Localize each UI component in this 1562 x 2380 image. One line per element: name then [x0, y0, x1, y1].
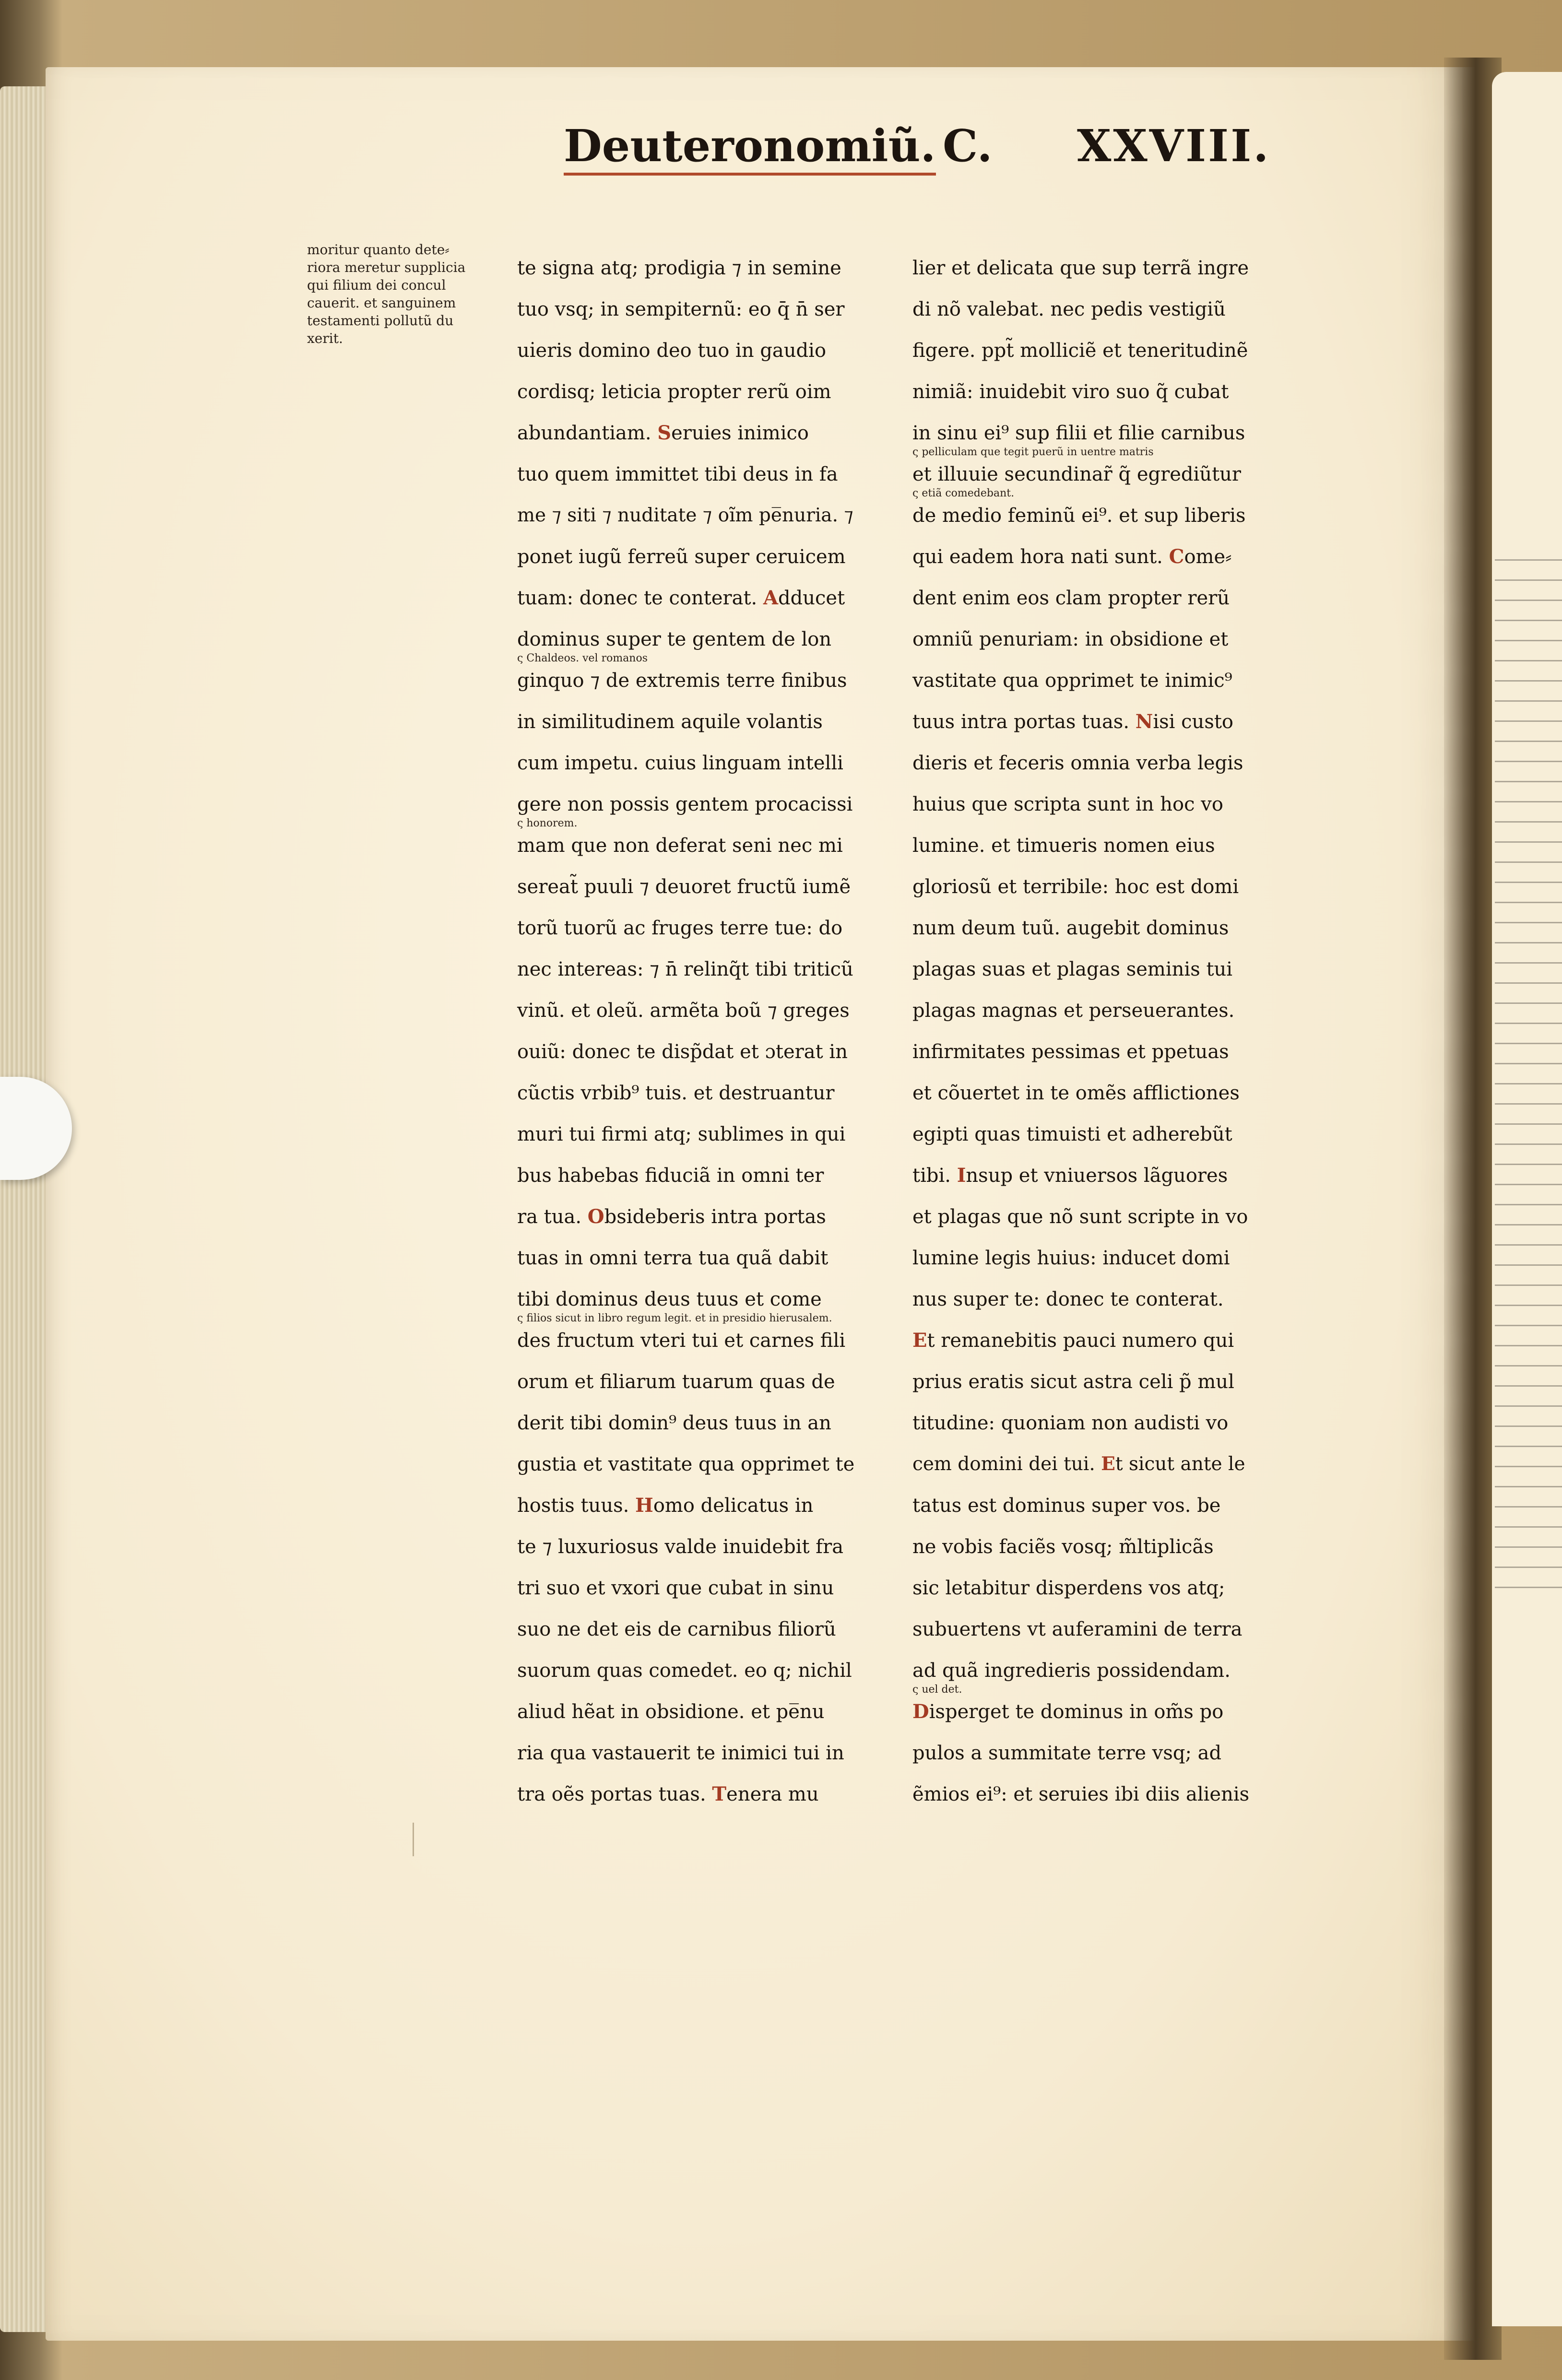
line-text: de medio feminũ ei⁹. et sup liberis: [912, 505, 1246, 527]
text-line: [912, 614, 1253, 656]
line-text: ra tua. Obsideberis intra portas: [517, 1205, 826, 1228]
line-text: et plagas que nõ sunt scripte in vo: [912, 1206, 1248, 1228]
rubricated-initial: C: [1169, 545, 1184, 568]
text-line: [912, 1192, 1253, 1233]
line-text: ria qua vastauerit te inimici tui in: [517, 1742, 844, 1764]
text-line: [517, 573, 858, 614]
text-line: [912, 1027, 1253, 1068]
line-text: tatus est dominus super vos. be: [912, 1495, 1221, 1517]
interlinear-gloss: ς etiã comedebant.: [912, 487, 1015, 499]
next-page-text-lines: [1495, 552, 1562, 1607]
line-text: tuo quem immittet tibi deus in fa: [517, 463, 838, 485]
line-text: muri tui firmi atq; sublimes in qui: [517, 1123, 846, 1145]
line-text: ne vobis faciẽs vosq; m̃ltiplicãs: [912, 1536, 1214, 1558]
line-text: lumine legis huius: inducet domi: [912, 1247, 1230, 1269]
line-text: gere non possis gentem procacissi: [517, 793, 853, 815]
text-line: [912, 446, 1253, 491]
text-line: [517, 817, 858, 862]
line-text: in sinu ei⁹ sup filii et filie carnibus: [912, 422, 1245, 444]
rubricated-initial: D: [912, 1700, 929, 1723]
line-text: cum impetu. cuius linguam intelli: [517, 752, 843, 774]
text-line: [912, 1604, 1253, 1646]
text-line: [517, 1233, 858, 1274]
line-text: nec intereas: ⁊ n̄ relinq̃t tibi triticũ: [517, 958, 853, 980]
text-line: [912, 532, 1253, 573]
rubricated-initial: A: [763, 587, 779, 609]
margin-gloss-line: qui filium dei concul: [307, 277, 446, 293]
text-line: [912, 821, 1253, 862]
text-line: [517, 243, 858, 284]
line-text: mam que non deferat seni nec mi: [517, 835, 843, 857]
rubricated-initial: I: [957, 1164, 966, 1187]
margin-gloss-line: testamenti pollutũ du: [307, 313, 454, 329]
line-text: te signa atq; prodigia ⁊ in semine: [517, 257, 841, 279]
text-line: [912, 1398, 1253, 1439]
line-text: ouiũ: donec te disp̃dat et ɔterat in: [517, 1041, 848, 1063]
interlinear-gloss: ς pelliculam que tegit puerũ in uentre matris: [912, 446, 1154, 458]
text-line: [912, 738, 1253, 779]
running-head-chapter-prefix: C.: [943, 120, 993, 172]
line-text: tuam: donec te conterat. Adducet: [517, 587, 845, 609]
text-line: [517, 449, 858, 491]
text-line: [912, 944, 1253, 986]
text-line: [517, 903, 858, 944]
line-text: Disperget te dominus in om̃s po: [912, 1700, 1224, 1723]
text-line: [517, 491, 858, 532]
text-line: [912, 367, 1253, 408]
line-text: suo ne det eis de carnibus filiorũ: [517, 1618, 836, 1640]
line-text: titudine: quoniam non audisti vo: [912, 1412, 1229, 1434]
line-text: ginquo ⁊ de extremis terre finibus: [517, 670, 847, 692]
line-text: des fructum vteri tui et carnes fili: [517, 1330, 846, 1352]
rubricated-initial: S: [657, 422, 672, 444]
line-text: Et remanebitis pauci numero qui: [912, 1329, 1234, 1352]
line-text: tuas in omni terra tua quã dabit: [517, 1247, 828, 1269]
text-line: [517, 1769, 858, 1811]
text-line: [912, 487, 1253, 532]
line-text: sereat̃ puuli ⁊ deuoret fructũ iumẽ: [517, 876, 851, 898]
margin-gloss-line: cauerit. et sanguinem: [307, 295, 456, 311]
text-line: [912, 1646, 1253, 1687]
running-head: [564, 120, 1271, 177]
text-line: [517, 1728, 858, 1769]
text-line: [517, 1192, 858, 1233]
text-line: [912, 779, 1253, 821]
text-line: [912, 1684, 1253, 1728]
line-text: cũctis vrbib⁹ tuis. et destruantur: [517, 1082, 835, 1104]
line-text: tri suo et vxori que cubat in sinu: [517, 1577, 834, 1599]
line-text: lier et delicata que sup terrã ingre: [912, 257, 1249, 279]
margin-gloss-line: xerit.: [307, 330, 343, 346]
line-text: aliud hẽat in obsidione. et pe̅nu: [517, 1701, 825, 1723]
text-line: [517, 944, 858, 986]
text-line: [912, 986, 1253, 1027]
line-text: dieris et feceris omnia verba legis: [912, 752, 1243, 774]
line-text: vinũ. et oleũ. armẽta boũ ⁊ greges: [517, 1000, 850, 1022]
text-column-right: [912, 243, 1253, 1811]
line-text: egipti quas timuisti et adherebũt: [912, 1123, 1232, 1145]
line-text: suorum quas comedet. eo q; nichil: [517, 1660, 852, 1682]
text-line: [912, 326, 1253, 367]
text-line: [912, 1481, 1253, 1522]
text-line: [912, 1109, 1253, 1151]
text-line: [912, 243, 1253, 284]
text-line: [517, 1151, 858, 1192]
line-text: ẽmios ei⁹: et seruies ibi diis alienis: [912, 1783, 1250, 1805]
line-text: tibi. Insup et vniuersos lãguores: [912, 1164, 1228, 1187]
text-line: [912, 1233, 1253, 1274]
line-text: plagas magnas et perseuerantes.: [912, 1000, 1235, 1022]
line-text: cordisq; leticia propter rerũ oim: [517, 381, 831, 403]
text-line: [517, 1068, 858, 1109]
line-text: tra oẽs portas tuas. Tenera mu: [517, 1783, 819, 1805]
interlinear-gloss: ς honorem.: [517, 817, 578, 829]
line-text: ui̇eris domino deo tuo in gaudio: [517, 340, 827, 362]
text-line: [517, 986, 858, 1027]
text-line: [517, 652, 858, 697]
text-line: [912, 1563, 1253, 1604]
text-line: [912, 1357, 1253, 1398]
line-text: lumine. et timueris nomen eius: [912, 835, 1215, 857]
text-line: [912, 573, 1253, 614]
running-head-chapter-number: XXVIII.: [1077, 120, 1271, 172]
line-text: di nõ valebat. nec pedis vestigiũ: [912, 298, 1226, 320]
line-text: bus habebas fiduciã in omni ter: [517, 1165, 824, 1187]
text-line: [517, 779, 858, 821]
line-text: sic letabitur disperdens vos atq;: [912, 1577, 1225, 1599]
text-line: [912, 1769, 1253, 1811]
text-line: [517, 697, 858, 738]
text-line: [912, 1439, 1253, 1481]
text-line: [517, 1357, 858, 1398]
line-text: huius que scripta sunt in hoc vo: [912, 793, 1223, 815]
text-line: [912, 408, 1253, 449]
text-column-left: [517, 243, 858, 1811]
text-line: [912, 903, 1253, 944]
rubricated-initial: T: [712, 1783, 727, 1805]
line-text: dent enim eos clam propter rerũ: [912, 587, 1230, 609]
line-text: gloriosũ et terribile: hoc est domi: [912, 876, 1239, 898]
rubricated-initial: O: [587, 1205, 604, 1228]
text-line: [517, 1522, 858, 1563]
text-line: [517, 862, 858, 903]
text-line: [517, 284, 858, 326]
line-text: te ⁊ luxuriosus valde inuidebit fra: [517, 1536, 844, 1558]
margin-gloss-line: moritur quanto dete⸗: [307, 242, 450, 258]
text-line: [912, 1068, 1253, 1109]
line-text: torũ tuorũ ac fruges terre tue: do: [517, 917, 843, 939]
line-text: dominus super te gentem de lon: [517, 628, 832, 650]
text-line: [517, 326, 858, 367]
text-line: [517, 1687, 858, 1728]
line-text: tuus intra portas tuas. Nisi custo: [912, 710, 1234, 733]
text-line: [912, 284, 1253, 326]
interlinear-gloss: ς filios sicut in libro regum legit. et in presidio hierusalem.: [517, 1312, 832, 1324]
text-line: [912, 656, 1253, 697]
running-head-title: Deuteronomiũ.: [564, 120, 936, 176]
rubricated-initial: N: [1135, 710, 1153, 733]
page-edges: [0, 86, 53, 2332]
line-text: infirmitates pessimas et ppetuas: [912, 1041, 1229, 1063]
interlinear-gloss: ς Chaldeos. vel romanos: [517, 652, 648, 664]
line-text: nimiã: inuidebit viro suo q̃ cubat: [912, 381, 1229, 403]
line-text: pulos a summitate terre vsq; ad: [912, 1742, 1222, 1764]
margin-gloss-line: riora meretur supplicia: [307, 259, 466, 275]
line-text: tuo vsq; in sempiternũ: eo q̄ n̄ ser: [517, 298, 845, 320]
line-text: derit tibi domin⁹ deus tuus in an: [517, 1412, 831, 1434]
margin-gloss: [307, 241, 473, 347]
text-line: [912, 862, 1253, 903]
text-line: [517, 1109, 858, 1151]
line-text: in similitudinem aquile volantis: [517, 711, 823, 733]
line-text: qui eadem hora nati sunt. Come⸗: [912, 545, 1232, 568]
line-text: gustia et vastitate qua opprimet te: [517, 1453, 855, 1475]
text-line: [912, 1728, 1253, 1769]
text-line: [517, 367, 858, 408]
line-text: hostis tuus. Homo delicatus in: [517, 1494, 814, 1517]
next-page-edge: [1492, 72, 1562, 2326]
line-text: prius eratis sicut astra celi p̃ mul: [912, 1371, 1234, 1393]
line-text: tibi dominus deus tuus et come: [517, 1288, 822, 1310]
rubricated-initial: E: [1101, 1453, 1115, 1475]
text-line: [517, 408, 858, 449]
text-line: [517, 1027, 858, 1068]
text-line: [517, 1563, 858, 1604]
text-line: [517, 1604, 858, 1646]
text-line: [912, 1522, 1253, 1563]
text-line: [517, 1398, 858, 1439]
text-line: [517, 1481, 858, 1522]
text-line: [517, 1312, 858, 1357]
line-text: nus super te: donec te conterat.: [912, 1288, 1224, 1310]
rubricated-initial: H: [635, 1494, 653, 1517]
line-text: omniũ penuriam: in obsidione et: [912, 628, 1229, 650]
line-text: subuertens vt auferamini de terra: [912, 1618, 1242, 1640]
text-line: [912, 1151, 1253, 1192]
line-text: figere. ppt̃ molliciẽ et teneritudinẽ: [912, 340, 1248, 362]
line-text: ponet iugũ ferreũ super ceruicem: [517, 546, 846, 568]
text-line: [517, 1646, 858, 1687]
text-line: [517, 1274, 858, 1316]
text-line: [912, 1274, 1253, 1316]
line-text: et illuuie secundinar̃ q̃ egrediũtur: [912, 463, 1242, 485]
text-line: [517, 614, 858, 656]
line-text: et cõuertet in te omẽs afflictiones: [912, 1082, 1240, 1104]
line-text: me ⁊ siti ⁊ nuditate ⁊ oĩm pe̅nuria. ⁊: [517, 505, 853, 526]
line-text: ad quã ingredieris possidendam.: [912, 1660, 1231, 1682]
text-line: [517, 1439, 858, 1481]
line-text: num deum tuũ. augebit dominus: [912, 917, 1229, 939]
line-text: abundantiam. Seruies inimico: [517, 422, 809, 444]
interlinear-gloss: ς uel det.: [912, 1684, 962, 1696]
text-line: [912, 697, 1253, 738]
text-line: [517, 738, 858, 779]
line-text: cem domini dei tui. Et sicut ante le: [912, 1453, 1245, 1475]
rubricated-initial: E: [912, 1329, 927, 1352]
ruling-mark: [413, 1823, 414, 1856]
text-line: [912, 1316, 1253, 1357]
line-text: vastitate qua opprimet te inimic⁹: [912, 670, 1232, 692]
line-text: plagas suas et plagas seminis tui: [912, 958, 1233, 980]
text-line: [517, 532, 858, 573]
line-text: orum et filiarum tuarum quas de: [517, 1371, 835, 1393]
